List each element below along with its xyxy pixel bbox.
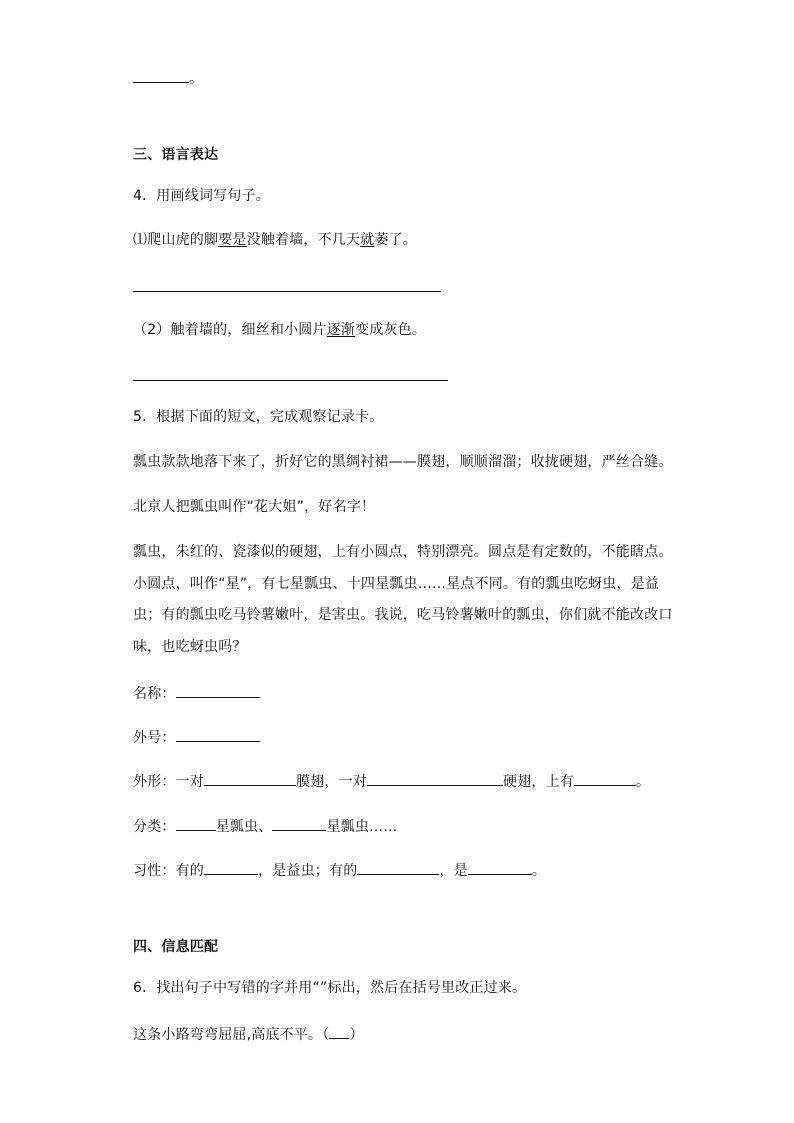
- underlined-word: 要是: [218, 232, 247, 248]
- question-6-prompt: 6．找出句子中写错的字并用“”标出，然后在括号里改正过来。: [133, 980, 527, 996]
- passage-paragraph-3-line-1: 瓢虫，朱红的、瓷漆似的硬翅，上有小圆点，特别漂亮。圆点是有定数的，不能瞎点。: [133, 544, 673, 560]
- harmful-type-blank[interactable]: [468, 860, 532, 875]
- card-text: 星瓢虫、: [215, 819, 273, 835]
- sentence-text: ⑴爬山虎的脚: [133, 232, 219, 248]
- star-count-blank-1[interactable]: [176, 816, 216, 831]
- passage-paragraph-3-line-3: 虫；有的瓢虫吃马铃薯嫩叶，是害虫。我说，吃马铃薯嫩叶的瓢虫，你们就不能改改口: [133, 607, 673, 623]
- question-6-sentence: [133, 1024, 364, 1044]
- question-4-answer-line-1[interactable]: [133, 291, 441, 292]
- underlined-word: 就: [360, 232, 375, 248]
- card-text: ，是: [439, 863, 468, 879]
- passage-paragraph-2: 北京人把瓢虫叫作“花大姐”，好名字！: [133, 499, 376, 515]
- card-shape-row: [133, 771, 650, 791]
- card-habit-row: [133, 860, 546, 880]
- carryover-answer-line: [133, 68, 203, 88]
- sentence-text: 变成灰色。: [355, 322, 427, 338]
- section-four-title: 四、信息匹配: [133, 939, 219, 955]
- card-label: 外号：: [133, 730, 176, 746]
- sentence-text: 没触着墙，不几天: [246, 232, 361, 248]
- question-4-prompt: 4．用画线词写句子。: [133, 188, 270, 204]
- underlined-word: 逐渐: [326, 322, 356, 338]
- card-name-row: [133, 683, 260, 703]
- question-4-answer-line-2[interactable]: [133, 380, 448, 381]
- card-text: 星瓢虫……: [326, 819, 398, 835]
- question-5-prompt: 5．根据下面的短文，完成观察记录卡。: [133, 409, 384, 425]
- card-text: ，是益虫；有的: [258, 863, 358, 879]
- end-mark: 。: [531, 863, 547, 879]
- correction-blank[interactable]: [329, 1024, 349, 1039]
- end-mark: 。: [636, 774, 651, 790]
- pattern-blank[interactable]: [574, 771, 636, 786]
- card-label: 分类：: [133, 819, 176, 835]
- sentence-text: 萎了。: [374, 232, 418, 248]
- harmful-habit-blank[interactable]: [357, 860, 439, 875]
- hard-wing-blank[interactable]: [367, 771, 503, 786]
- end-mark: 。: [189, 71, 204, 87]
- beneficial-habit-blank[interactable]: [204, 860, 258, 875]
- card-classification-row: [133, 816, 397, 836]
- answer-blank[interactable]: [133, 68, 189, 83]
- card-label: 名称：: [133, 686, 176, 702]
- question-4-sentence-2: [133, 321, 426, 339]
- star-count-blank-2[interactable]: [272, 816, 326, 831]
- membrane-wing-blank[interactable]: [204, 771, 296, 786]
- nickname-blank[interactable]: [176, 727, 260, 742]
- passage-paragraph-3-line-4: 味，也吃蚜虫吗？: [133, 639, 247, 655]
- card-label: 习性：有的: [133, 863, 204, 879]
- card-text: 硬翅，上有: [503, 774, 574, 790]
- name-blank[interactable]: [176, 683, 260, 698]
- sentence-text: 这条小路弯弯屈屈,高底不平。: [133, 1027, 323, 1043]
- card-text: 膜翅，一对: [296, 774, 367, 790]
- section-three-title: 三、语言表达: [133, 147, 219, 163]
- card-label: 外形：一对: [133, 774, 204, 790]
- paren-open: （: [322, 1027, 330, 1043]
- passage-paragraph-3-line-2: 小圆点，叫作“星”，有七星瓢虫、十四星瓢虫……星点不同。有的瓢虫吃蚜虫，是益: [133, 576, 660, 592]
- sentence-text: （2）触着墙的，细丝和小圆片: [133, 322, 327, 338]
- paren-close: ）: [349, 1027, 364, 1043]
- passage-paragraph-1: 瓢虫款款地落下来了，折好它的黑绸衬裙——膜翅，顺顺溜溜；收拢硬翅，严丝合缝。: [133, 454, 673, 470]
- card-nickname-row: [133, 727, 260, 747]
- question-4-sentence-1: [133, 231, 417, 249]
